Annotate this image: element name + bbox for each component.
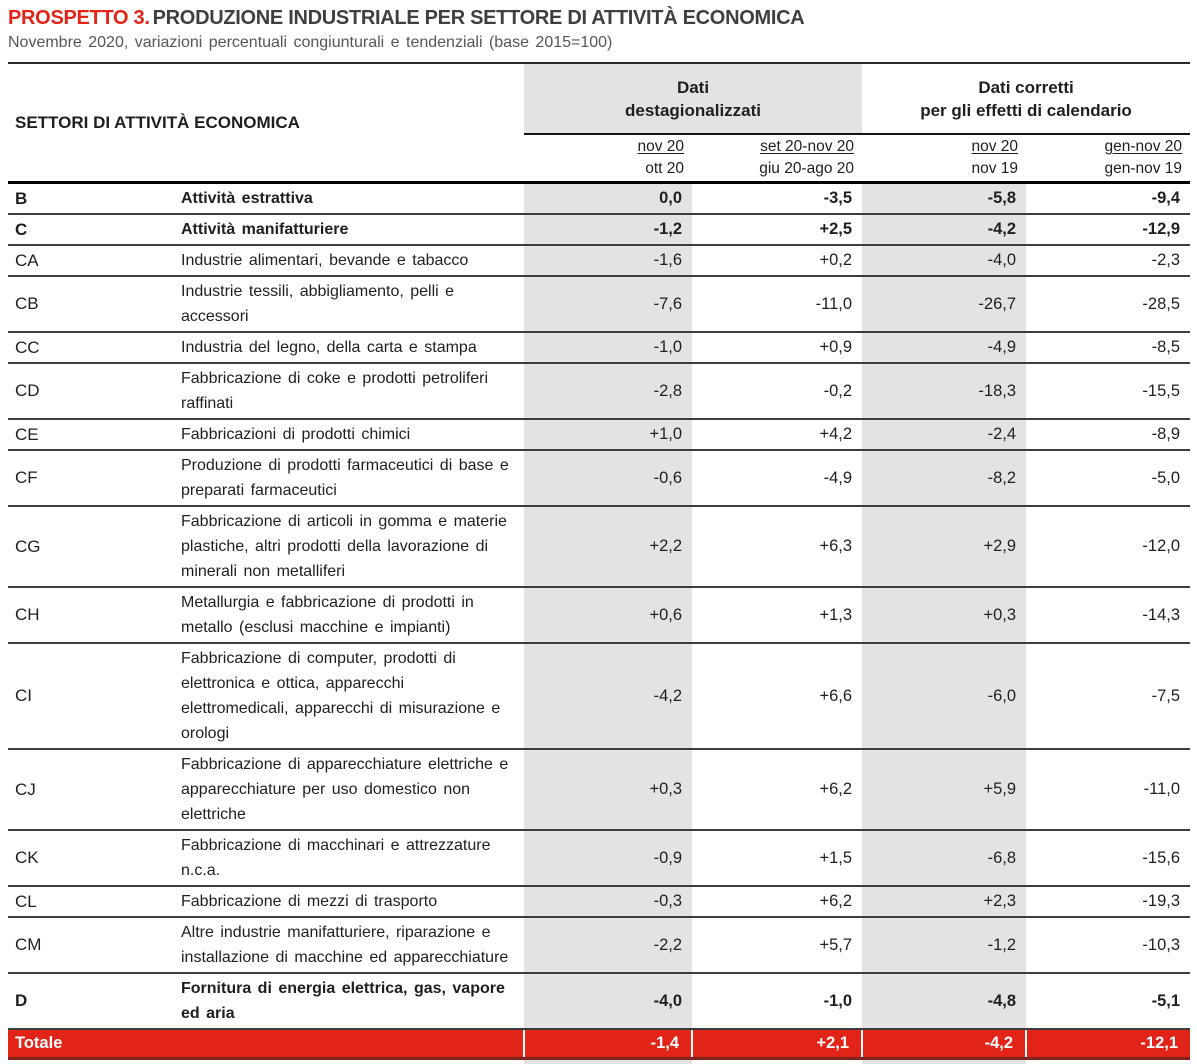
value-cell: -4,2 [862, 214, 1026, 245]
sector-code-cell: CB [8, 276, 180, 332]
sector-label-cell: Fabbricazione di apparecchiature elettriche e apparecchiature per uso domestico non elettriche [180, 749, 524, 830]
value-cell: -11,0 [692, 276, 862, 332]
value-cell: 0,0 [524, 183, 692, 215]
value-cell: -3,5 [692, 183, 862, 215]
sector-row-ce [8, 419, 1190, 450]
value-cell: -0,3 [524, 886, 692, 917]
period-numerator: nov 20 [637, 138, 685, 155]
sector-row-cd [8, 363, 1190, 419]
page-subtitle: Novembre 2020, variazioni percentuali congiunturali e tendenziali (base 2015=100) [8, 34, 613, 51]
value-cell: -11,0 [1026, 749, 1190, 830]
value-cell: -4,9 [692, 450, 862, 506]
group-label-line2: per gli effetti di calendario [920, 100, 1132, 120]
sector-code-cell: CH [8, 587, 180, 643]
sector-row-ck [8, 830, 1190, 886]
value-cell: +1,3 [692, 587, 862, 643]
value-cell: -1,6 [524, 245, 692, 276]
value-cell: -0,9 [524, 830, 692, 886]
value-cell: +5,7 [692, 917, 862, 973]
sector-row-c [8, 214, 1190, 245]
sector-code-cell: CF [8, 450, 180, 506]
value-cell: +6,2 [692, 749, 862, 830]
value-cell: -1,0 [692, 973, 862, 1029]
sector-row-cg [8, 506, 1190, 587]
title-text: PRODUZIONE INDUSTRIALE PER SETTORE DI ATTIVITÀ ECONOMICA [152, 7, 805, 29]
strip-shaded [524, 1058, 692, 1064]
sector-label-cell: Fabbricazione di macchinari e attrezzature n.c.a. [180, 830, 524, 886]
sector-row-ci [8, 643, 1190, 749]
value-cell: -14,3 [1026, 587, 1190, 643]
sector-label-cell: Produzione di prodotti farmaceutici di base e preparati farmaceutici [180, 450, 524, 506]
value-cell: +2,2 [524, 506, 692, 587]
group-label-line1: Dati [676, 77, 710, 97]
value-cell: -8,5 [1026, 332, 1190, 363]
sector-row-cl [8, 886, 1190, 917]
sector-label-cell: Fabbricazione di computer, prodotti di elettronica e ottica, apparecchi elettromedicali, apparecchi di misurazione e orologi [180, 643, 524, 749]
sector-row-cj [8, 749, 1190, 830]
value-cell: +5,9 [862, 749, 1026, 830]
value-cell: -1,2 [862, 917, 1026, 973]
value-cell: -4,2 [524, 643, 692, 749]
sector-label-cell: Industria del legno, della carta e stampa [180, 332, 524, 363]
sector-code-cell: CM [8, 917, 180, 973]
sector-row-ca [8, 245, 1190, 276]
strip-blank [1026, 1058, 1190, 1064]
value-cell: -8,2 [862, 450, 1026, 506]
sector-row-cb [8, 276, 1190, 332]
value-cell: +6,6 [692, 643, 862, 749]
sector-code-cell: CC [8, 332, 180, 363]
value-cell: +0,3 [524, 749, 692, 830]
total-label: Totale [8, 1029, 524, 1058]
value-cell: +6,3 [692, 506, 862, 587]
sector-code-cell: CK [8, 830, 180, 886]
column-shade-strip-row [8, 1058, 1190, 1064]
period-header-col2 [692, 134, 862, 183]
sector-label-cell: Fabbricazione di articoli in gomma e materie plastiche, altri prodotti della lavorazione di minerali non metalliferi [180, 506, 524, 587]
period-header-col3 [862, 134, 1026, 183]
value-cell: -9,4 [1026, 183, 1190, 215]
sector-row-cc [8, 332, 1190, 363]
sector-label-cell: Altre industrie manifatturiere, riparazione e installazione di macchine ed apparecchiature [180, 917, 524, 973]
value-cell: -15,5 [1026, 363, 1190, 419]
sector-label-cell: Industrie alimentari, bevande e tabacco [180, 245, 524, 276]
period-denominator: ott 20 [645, 160, 685, 177]
sector-code-cell: CE [8, 419, 180, 450]
group-header-calendario [862, 63, 1190, 134]
group-header-destagionalizzati [524, 63, 862, 134]
value-cell: -2,2 [524, 917, 692, 973]
sector-label-cell: Attività estrattiva [180, 183, 524, 215]
value-cell: +2,3 [862, 886, 1026, 917]
period-denominator: giu 20-ago 20 [759, 160, 855, 177]
value-cell: +0,9 [692, 332, 862, 363]
value-cell: +0,3 [862, 587, 1026, 643]
sector-label-cell: Industrie tessili, abbigliamento, pelli e accessori [180, 276, 524, 332]
value-cell: -1,2 [524, 214, 692, 245]
sector-code-cell: CL [8, 886, 180, 917]
value-cell: -6,0 [862, 643, 1026, 749]
sector-row-cf [8, 450, 1190, 506]
sector-label-cell: Attività manifatturiere [180, 214, 524, 245]
total-value-cell: -4,2 [862, 1029, 1026, 1058]
group-header-row [8, 63, 1190, 134]
value-cell: -0,2 [692, 363, 862, 419]
sector-code-cell: CD [8, 363, 180, 419]
strip-blank [692, 1058, 862, 1064]
total-value-cell: +2,1 [692, 1029, 862, 1058]
period-numerator: nov 20 [971, 138, 1019, 155]
value-cell: -7,6 [524, 276, 692, 332]
value-cell: -12,9 [1026, 214, 1190, 245]
sector-label-cell: Metallurgia e fabbricazione di prodotti in metallo (esclusi macchine e impianti) [180, 587, 524, 643]
value-cell: -0,6 [524, 450, 692, 506]
period-denominator: gen-nov 19 [1104, 160, 1183, 177]
sector-row-ch [8, 587, 1190, 643]
value-cell: -4,0 [862, 245, 1026, 276]
sector-code-cell: C [8, 214, 180, 245]
sector-code-cell: CG [8, 506, 180, 587]
sector-code-cell: B [8, 183, 180, 215]
sector-code-cell: CI [8, 643, 180, 749]
value-cell: +1,5 [692, 830, 862, 886]
value-cell: +2,5 [692, 214, 862, 245]
period-header-col1 [524, 134, 692, 183]
value-cell: +6,2 [692, 886, 862, 917]
value-cell: -5,0 [1026, 450, 1190, 506]
value-cell: -12,0 [1026, 506, 1190, 587]
strip-shaded [862, 1058, 1026, 1064]
sector-label-cell: Fabbricazioni di prodotti chimici [180, 419, 524, 450]
value-cell: +0,6 [524, 587, 692, 643]
sector-label-cell: Fabbricazione di coke e prodotti petroliferi raffinati [180, 363, 524, 419]
value-cell: -10,3 [1026, 917, 1190, 973]
value-cell: -4,9 [862, 332, 1026, 363]
value-cell: +0,2 [692, 245, 862, 276]
value-cell: -5,1 [1026, 973, 1190, 1029]
sector-row-cm [8, 917, 1190, 973]
value-cell: -19,3 [1026, 886, 1190, 917]
period-numerator: set 20-nov 20 [760, 138, 855, 155]
industrial-production-table [8, 62, 1190, 1064]
page-title [8, 6, 1190, 30]
value-cell: -5,8 [862, 183, 1026, 215]
value-cell: -18,3 [862, 363, 1026, 419]
value-cell: -2,4 [862, 419, 1026, 450]
value-cell: -7,5 [1026, 643, 1190, 749]
period-denominator: nov 19 [971, 160, 1019, 177]
value-cell: +4,2 [692, 419, 862, 450]
value-cell: -4,8 [862, 973, 1026, 1029]
group-label-line2: destagionalizzati [625, 100, 762, 120]
sector-code-cell: D [8, 973, 180, 1029]
total-row [8, 1029, 1190, 1058]
sector-row-b [8, 183, 1190, 215]
value-cell: +2,9 [862, 506, 1026, 587]
total-value-cell: -1,4 [524, 1029, 692, 1058]
value-cell: -26,7 [862, 276, 1026, 332]
sector-label-cell: Fornitura di energia elettrica, gas, vapore ed aria [180, 973, 524, 1029]
period-numerator: gen-nov 20 [1104, 138, 1183, 155]
period-header-col4 [1026, 134, 1190, 183]
value-cell: -28,5 [1026, 276, 1190, 332]
value-cell: -8,9 [1026, 419, 1190, 450]
total-value-cell: -12,1 [1026, 1029, 1190, 1058]
sectors-column-header: SETTORI DI ATTIVITÀ ECONOMICA [8, 63, 524, 183]
value-cell: -2,3 [1026, 245, 1190, 276]
value-cell: -2,8 [524, 363, 692, 419]
sector-code-cell: CJ [8, 749, 180, 830]
value-cell: +1,0 [524, 419, 692, 450]
sector-code-cell: CA [8, 245, 180, 276]
title-accent-label: PROSPETTO 3. [8, 7, 150, 29]
value-cell: -4,0 [524, 973, 692, 1029]
sector-row-d [8, 973, 1190, 1029]
value-cell: -1,0 [524, 332, 692, 363]
strip-blank [8, 1058, 524, 1064]
value-cell: -6,8 [862, 830, 1026, 886]
sector-label-cell: Fabbricazione di mezzi di trasporto [180, 886, 524, 917]
group-label-line1: Dati corretti [978, 77, 1074, 97]
value-cell: -15,6 [1026, 830, 1190, 886]
